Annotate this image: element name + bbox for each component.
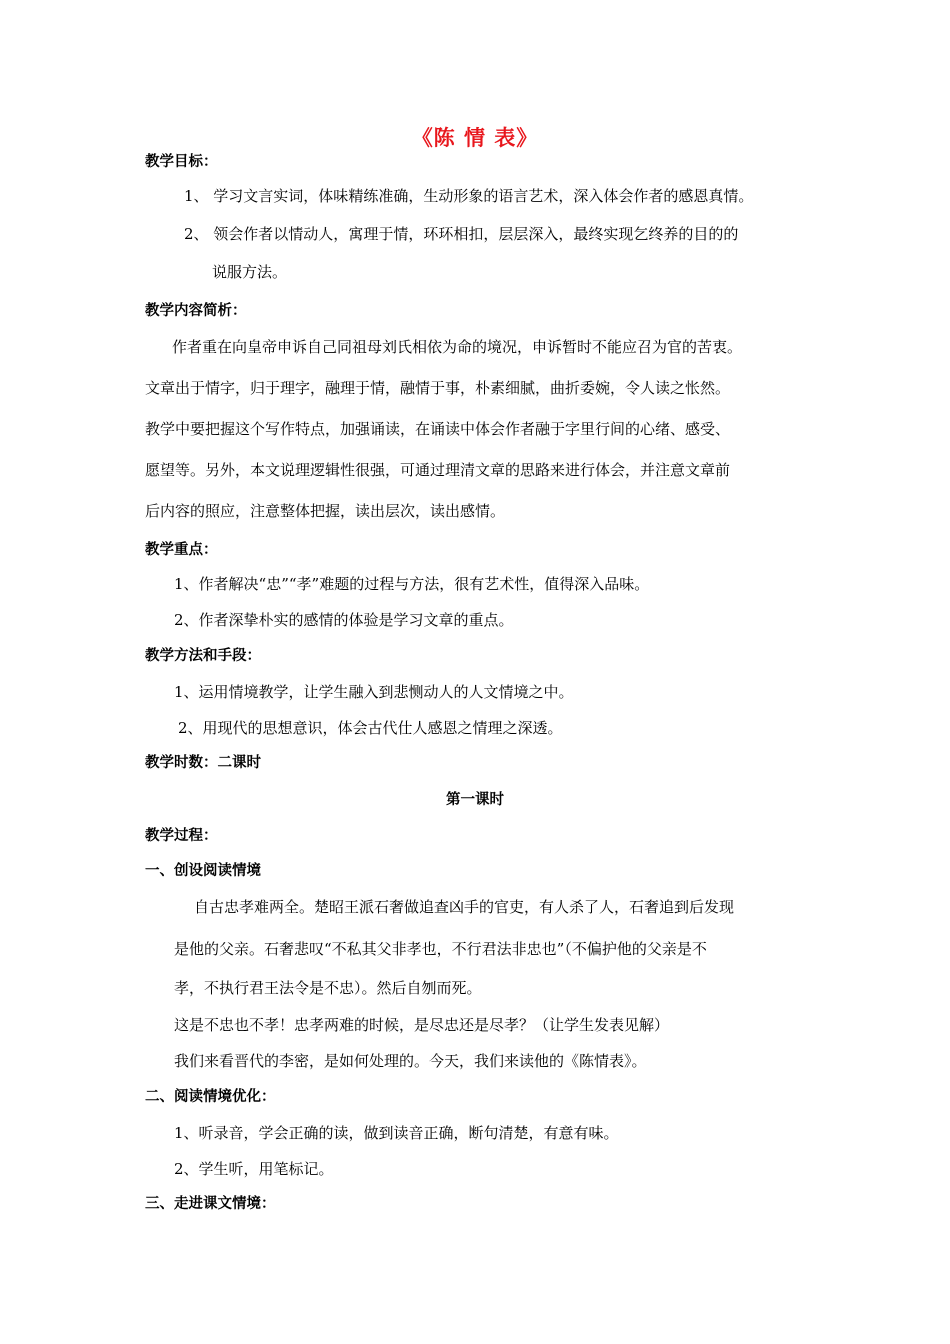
section-3-heading: 三、走进课文情境： bbox=[145, 1196, 276, 1212]
goals-heading: 教学目标： bbox=[145, 154, 218, 170]
section-1-paragraph-1-line-3: 孝，不执行君王法令是不忠）。然后自刎而死。 bbox=[174, 979, 482, 997]
section-1-heading: 一、创设阅读情境 bbox=[145, 863, 261, 879]
teaching-hours: 教学时数：二课时 bbox=[145, 755, 261, 771]
content-line-4: 愿望等。另外，本文说理逻辑性很强，可通过理清文章的思路来进行体会，并注意文章前 bbox=[145, 461, 731, 479]
methods-item-2: 2、用现代的思想意识，体会古代仕人感恩之情理之深透。 bbox=[178, 719, 563, 737]
focus-item-2: 2、作者深挚朴实的感情的体验是学习文章的重点。 bbox=[174, 611, 514, 629]
content-heading: 教学内容简析： bbox=[145, 303, 247, 319]
section-1-paragraph-2: 这是不忠也不孝！忠孝两难的时候，是尽忠还是尽孝？（让学生发表见解） bbox=[174, 1016, 670, 1034]
focus-item-1: 1、作者解决“忠”“孝”难题的过程与方法，很有艺术性，值得深入品味。 bbox=[174, 575, 650, 593]
section-1-paragraph-1-line-1: 自古忠孝难两全。楚昭王派石奢做追查凶手的官吏，有人杀了人，石奢追到后发现 bbox=[194, 898, 735, 916]
methods-item-1: 1、运用情境教学，让学生融入到悲恻动人的人文情境之中。 bbox=[174, 683, 574, 701]
lesson-1-heading: 第一课时 bbox=[446, 792, 504, 808]
content-line-1: 作者重在向皇帝申诉自己同祖母刘氏相依为命的境况，申诉暂时不能应召为官的苦衷。 bbox=[172, 338, 743, 356]
goals-item-2-line-1: 2、 领会作者以情动人，寓理于情，环环相扣，层层深入，最终实现乞终养的目的的 bbox=[184, 225, 739, 243]
section-1-paragraph-1-line-2: 是他的父亲。石奢悲叹“不私其父非孝也，不行君法非忠也”（不偏护他的父亲是不 bbox=[174, 940, 707, 958]
goals-item-1: 1、 学习文言实词，体味精练准确，生动形象的语言艺术，深入体会作者的感恩真情。 bbox=[184, 187, 754, 205]
document-title: 《陈 情 表》 bbox=[411, 126, 539, 150]
content-line-3: 教学中要把握这个写作特点，加强诵读，在诵读中体会作者融于字里行间的心绪、感受、 bbox=[145, 420, 731, 438]
content-line-2: 文章出于情字，归于理字，融理于情，融情于事，朴素细腻，曲折委婉，令人读之怅然。 bbox=[145, 379, 731, 397]
goals-item-2-line-2: 说服方法。 bbox=[212, 263, 288, 281]
section-2-item-2: 2、学生听，用笔标记。 bbox=[174, 1160, 334, 1178]
content-line-5: 后内容的照应，注意整体把握，读出层次，读出感情。 bbox=[145, 502, 506, 520]
process-heading: 教学过程： bbox=[145, 828, 218, 844]
section-2-item-1: 1、听录音，学会正确的读，做到读音正确，断句清楚，有意有味。 bbox=[174, 1124, 619, 1142]
section-2-heading: 二、阅读情境优化： bbox=[145, 1089, 276, 1105]
focus-heading: 教学重点： bbox=[145, 542, 218, 558]
section-1-paragraph-3: 我们来看晋代的李密，是如何处理的。今天，我们来读他的《陈情表》。 bbox=[174, 1052, 647, 1070]
methods-heading: 教学方法和手段： bbox=[145, 648, 261, 664]
